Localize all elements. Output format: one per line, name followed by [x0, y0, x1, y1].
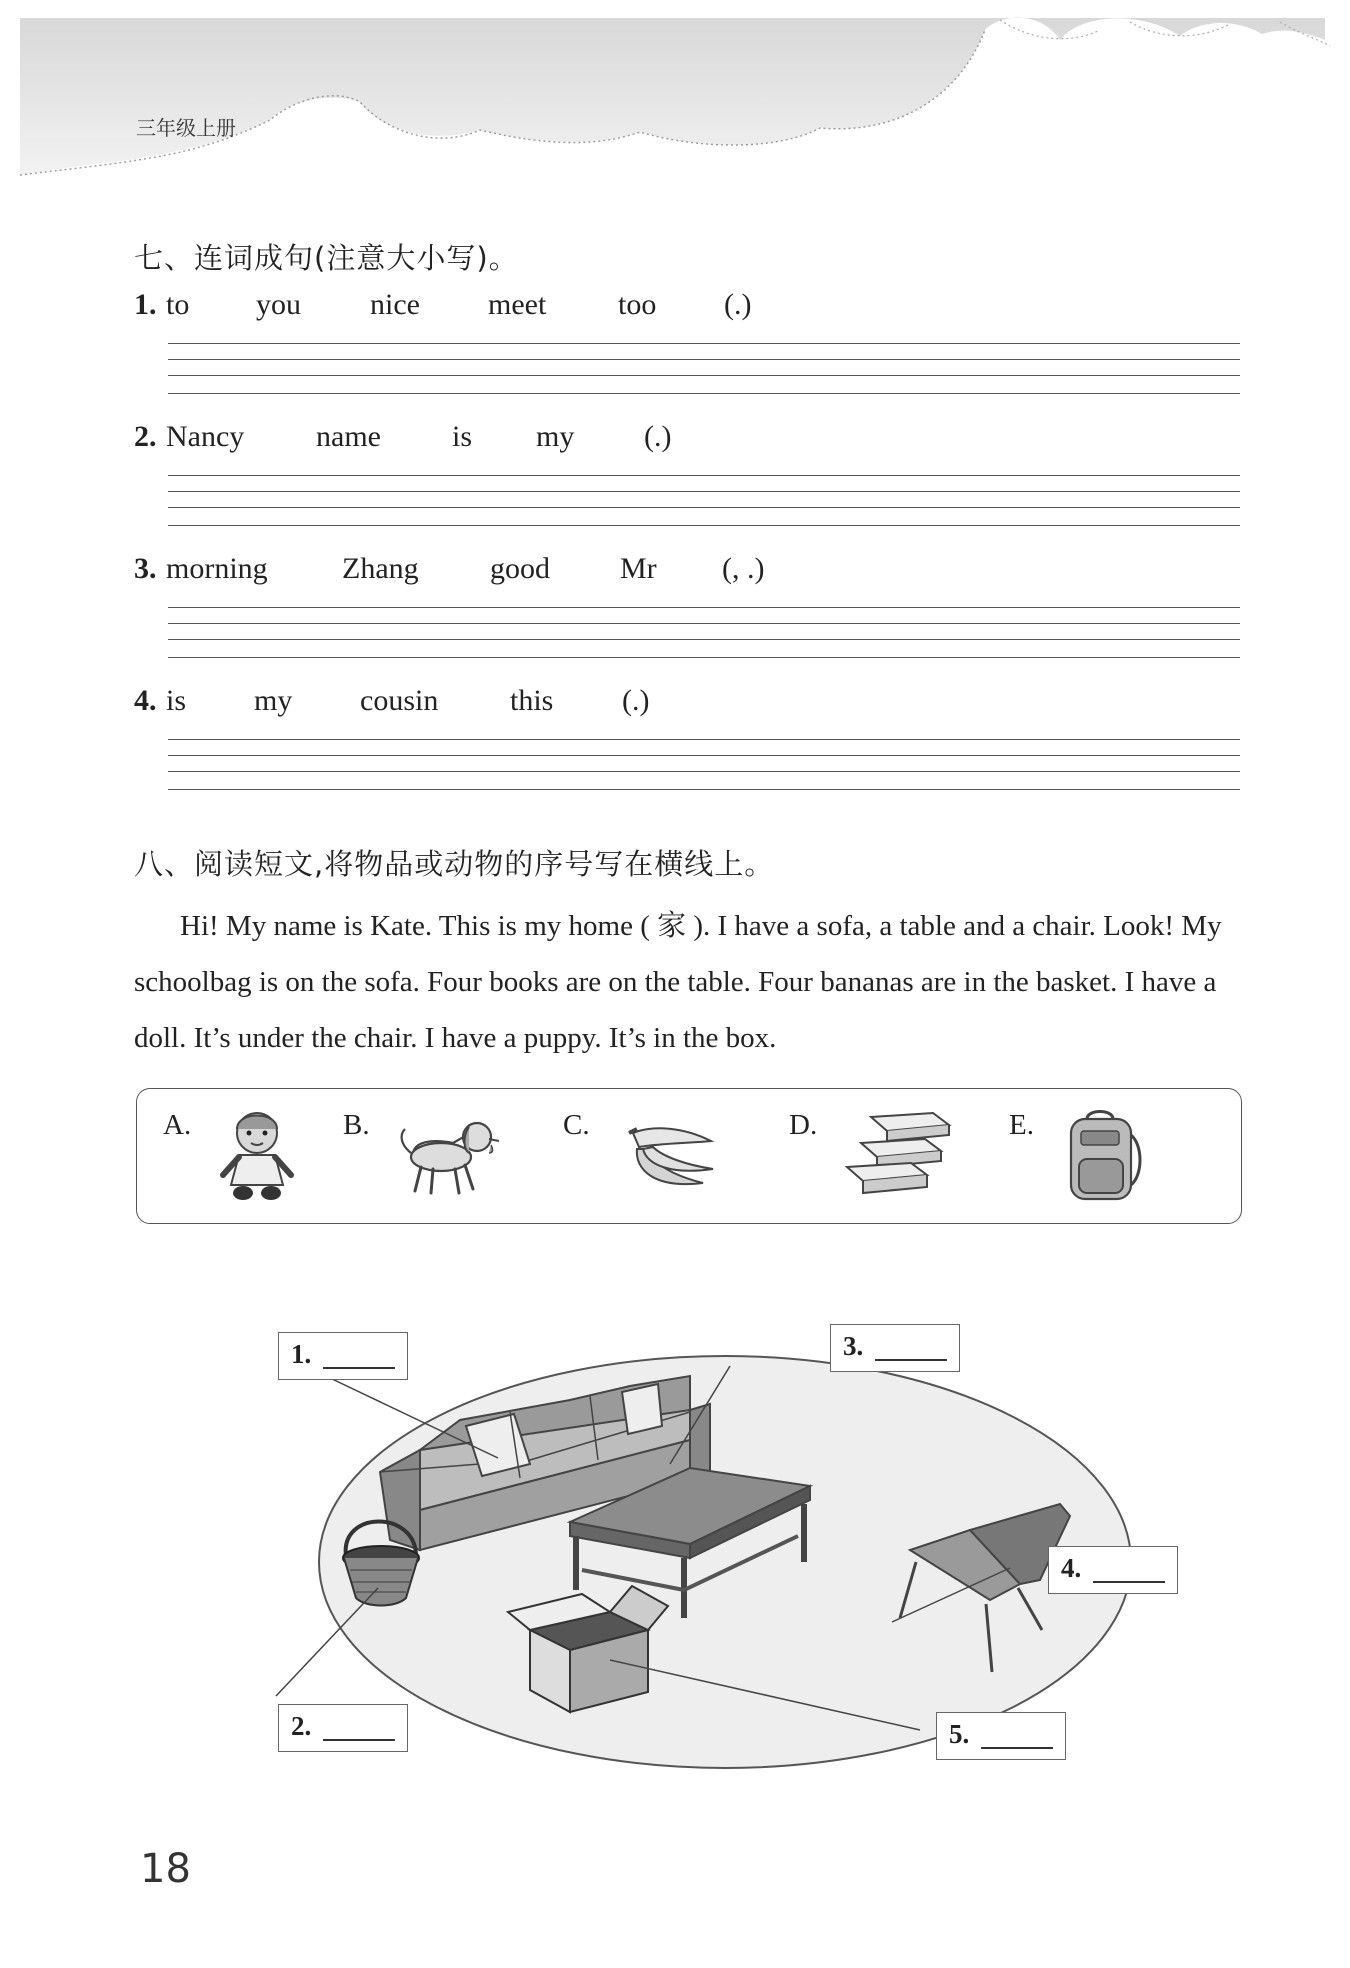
word: cousin [360, 684, 439, 717]
blank-4-box[interactable] [1048, 1546, 1178, 1594]
blank-3-box[interactable] [830, 1324, 960, 1372]
answer-lines-4[interactable] [168, 739, 1240, 793]
doll-icon [211, 1105, 303, 1205]
answer-lines-1[interactable] [168, 343, 1240, 397]
word: to [166, 288, 190, 321]
blank-line[interactable] [981, 1747, 1053, 1749]
word: you [256, 288, 301, 321]
word: name [316, 420, 381, 453]
room-scene-illustration [270, 1300, 1190, 1780]
option-letter-c: C. [563, 1109, 590, 1141]
blank-5-box[interactable] [936, 1712, 1066, 1760]
word: morning [166, 552, 268, 585]
word: Mr [620, 552, 657, 585]
section-8-title: 八、阅读短文,将物品或动物的序号写在横线上。 [134, 847, 775, 881]
word: is [452, 420, 473, 453]
schoolbag-icon [1057, 1105, 1147, 1205]
word: too [618, 288, 657, 321]
punctuation-hint: (.) [724, 288, 752, 321]
option-letter-d: D. [789, 1109, 818, 1141]
blank-number: 3. [843, 1331, 864, 1361]
bananas-icon [623, 1113, 723, 1203]
punctuation-hint: (.) [644, 420, 672, 453]
answer-lines-2[interactable] [168, 475, 1240, 529]
question-number: 2. [134, 420, 157, 453]
passage-text: Hi! My name is Kate. This is my home ( 家 ). I have a sofa, a table and a chair. Look! My schoolbag is on the sofa. Four books are on the table. Four bananas are in the basket. I have a doll. It’s under the chair. I have a puppy. It’s in the box. [134, 910, 1222, 1054]
blank-line[interactable] [323, 1739, 395, 1741]
blank-number: 4. [1061, 1553, 1082, 1583]
question-number: 4. [134, 684, 157, 717]
blank-2-box[interactable] [278, 1704, 408, 1752]
section-7-title: 七、连词成句(注意大小写)。 [134, 241, 519, 275]
word: nice [370, 288, 420, 321]
question-number: 3. [134, 552, 157, 585]
blank-number: 2. [291, 1711, 312, 1741]
header-cloud-band [0, 0, 1350, 200]
reading-passage [134, 898, 1234, 1066]
puppy-icon [393, 1105, 505, 1205]
word: meet [488, 288, 547, 321]
punctuation-hint: (.) [622, 684, 650, 717]
blank-line[interactable] [1093, 1581, 1165, 1583]
blank-line[interactable] [323, 1367, 395, 1369]
option-letter-b: B. [343, 1109, 370, 1141]
blank-number: 1. [291, 1339, 312, 1369]
answer-lines-3[interactable] [168, 607, 1240, 661]
word: this [510, 684, 554, 717]
word: my [254, 684, 293, 717]
grade-label: 三年级上册 [136, 116, 236, 140]
option-letter-e: E. [1009, 1109, 1034, 1141]
blank-number: 5. [949, 1719, 970, 1749]
word: is [166, 684, 187, 717]
page-number: 18 [140, 1846, 191, 1892]
options-box [136, 1088, 1242, 1224]
punctuation-hint: (, .) [722, 552, 765, 585]
blank-1-box[interactable] [278, 1332, 408, 1380]
question-number: 1. [134, 288, 157, 321]
blank-line[interactable] [875, 1359, 947, 1361]
word: good [490, 552, 550, 585]
word: Zhang [342, 552, 419, 585]
option-letter-a: A. [163, 1109, 192, 1141]
books-icon [841, 1103, 957, 1203]
word: my [536, 420, 575, 453]
word: Nancy [166, 420, 245, 453]
